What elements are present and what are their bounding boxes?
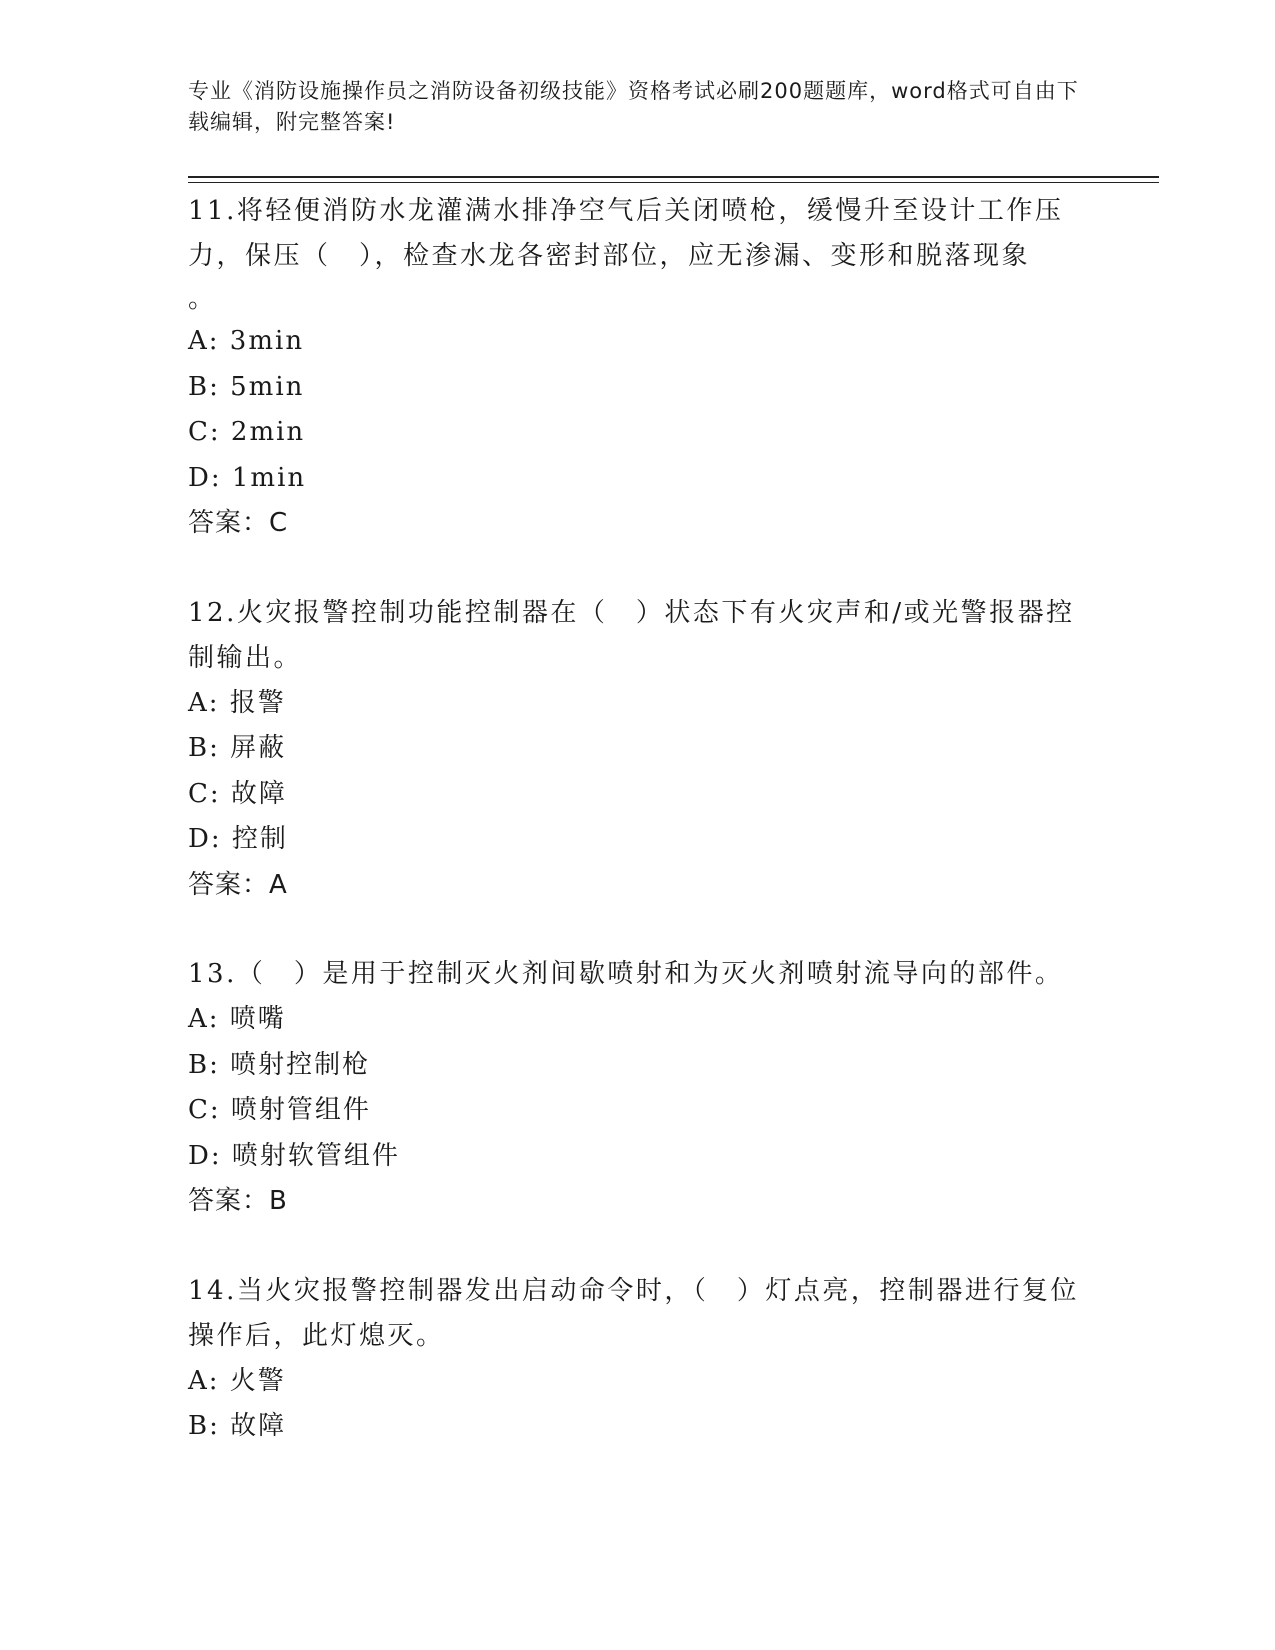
option-a: A: 火警 (188, 1365, 286, 1396)
answer-text: 答案：C (188, 508, 289, 538)
option-a: A: 3min (188, 326, 305, 356)
option-d: D: 1min (188, 462, 307, 493)
question-stem: 14.当火灾报警控制器发出启动命令时，（ ）灯点亮，控制器进行复位操作后，此灯熄灭。 (188, 1275, 1079, 1351)
question-stem-tail: 。 (188, 284, 217, 314)
question-13 (188, 952, 1088, 1225)
question-12 (188, 591, 1088, 909)
option-d: D: 控制 (188, 824, 288, 854)
question-list (188, 189, 1088, 1450)
question-11 (188, 189, 1088, 547)
option-d: D: 喷射软管组件 (188, 1140, 400, 1171)
question-stem: 13.（ ）是用于控制灭火剂间歇喷射和为灭火剂喷射流导向的部件。 (188, 959, 1064, 989)
option-c: C: 喷射管组件 (188, 1095, 371, 1125)
document-header: 专业《消防设施操作员之消防设备初级技能》资格考试必刷200题题库，word格式可自由下载编辑，附完整答案! (188, 79, 1079, 134)
option-c: C: 2min (188, 417, 306, 447)
option-a: A: 喷嘴 (188, 1004, 286, 1034)
answer-text: 答案：B (188, 1186, 288, 1216)
option-c: C: 故障 (188, 778, 287, 809)
header-divider-thin (188, 182, 1159, 183)
option-a: A: 报警 (188, 687, 286, 718)
option-b: B: 5min (188, 371, 305, 402)
answer-text: 答案：A (188, 869, 288, 900)
option-b: B: 屏蔽 (188, 733, 287, 763)
question-stem: 11.将轻便消防水龙灌满水排净空气后关闭喷枪，缓慢升至设计工作压力，保压（ ），检查水龙各密封部位，应无渗漏、变形和脱落现象 (188, 196, 1064, 271)
question-14 (188, 1269, 1088, 1450)
question-stem: 12.火灾报警控制功能控制器在（ ）状态下有火灾声和/或光警报器控制输出。 (188, 597, 1075, 673)
option-b: B: 喷射控制枪 (188, 1049, 371, 1080)
header-divider (188, 176, 1159, 178)
option-b: B: 故障 (188, 1411, 287, 1441)
